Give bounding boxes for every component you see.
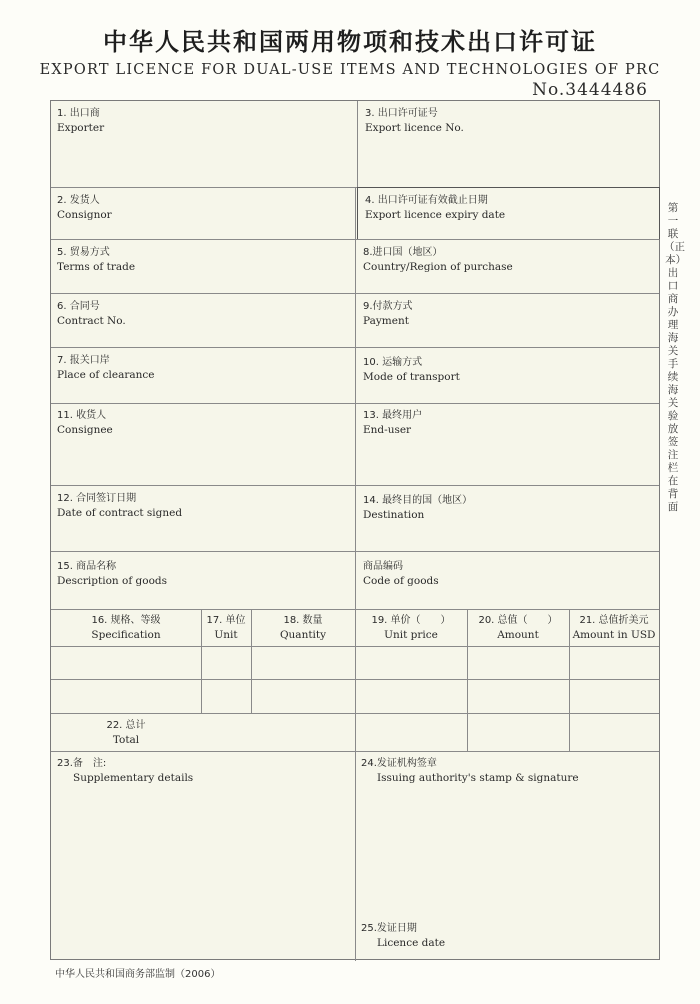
- col-header-amount-usd-cn: 21. 总值折美元: [579, 615, 649, 626]
- terms-of-trade-label-en: Terms of trade: [57, 261, 136, 273]
- issuing-authority-label-cn: 24.发证机构签章: [361, 758, 437, 769]
- code-of-goods-label-cn: 商品编码: [363, 561, 403, 572]
- mode-of-transport-label: [363, 355, 460, 385]
- col-header-unit: [201, 613, 251, 643]
- col-divider: [357, 187, 358, 239]
- place-of-clearance-label-en: Place of clearance: [57, 369, 155, 381]
- contract-no-label-en: Contract No.: [57, 315, 126, 327]
- col-header-amount: [467, 613, 569, 643]
- title-cn: 中华人民共和国两用物项和技术出口许可证: [103, 28, 597, 56]
- code-of-goods-label-en: Code of goods: [363, 575, 439, 587]
- mode-of-transport-label-en: Mode of transport: [363, 371, 460, 383]
- total-label-en: Total: [112, 734, 140, 746]
- col-header-quantity-en: Quantity: [279, 629, 327, 641]
- end-user-label-en: End-user: [363, 424, 412, 436]
- consignee-label-en: Consignee: [57, 424, 113, 436]
- col-header-specification-cn: 16. 规格、等级: [91, 615, 161, 626]
- col-header-quantity: [251, 613, 355, 643]
- destination-label: [363, 493, 472, 523]
- terms-of-trade-label: [57, 245, 135, 275]
- consignor-label-en: Consignor: [57, 209, 112, 221]
- licence-no-label-cn: 3. 出口许可证号: [365, 108, 438, 119]
- col-divider: [355, 551, 356, 609]
- contract-date-label: [57, 491, 182, 521]
- expiry-date-label-cn: 4. 出口许可证有效截止日期: [365, 195, 488, 206]
- total-label: [51, 718, 201, 748]
- issuing-authority-label: [361, 756, 579, 786]
- payment-label-en: Payment: [363, 315, 409, 327]
- col-header-quantity-cn: 18. 数量: [283, 615, 323, 626]
- footer-supervision: 中华人民共和国商务部监制（2006）: [55, 969, 221, 980]
- col-header-unit-price: [355, 613, 467, 643]
- col-divider: [659, 187, 660, 239]
- col-divider: [355, 609, 356, 961]
- contract-date-label-cn: 12. 合同签订日期: [57, 493, 137, 504]
- contract-no-label-cn: 6. 合同号: [57, 301, 100, 312]
- country-of-purchase-label-cn: 8.进口国（地区）: [363, 247, 443, 258]
- place-of-clearance-label: [57, 353, 155, 383]
- payment-label-cn: 9.付款方式: [363, 301, 413, 312]
- payment-label: [363, 299, 413, 329]
- col-header-amount-usd-en: Amount in USD: [572, 629, 656, 641]
- serial-number: 3444486: [565, 80, 648, 100]
- licence-date-label: [361, 921, 445, 951]
- end-user-label-cn: 13. 最终用户: [363, 410, 423, 421]
- col-header-specification: [51, 613, 201, 643]
- col-divider: [355, 187, 356, 551]
- col-header-amount-usd: [569, 613, 659, 643]
- consignee-label-cn: 11. 收货人: [57, 410, 107, 421]
- exporter-label: [57, 106, 104, 136]
- col-header-unit-en: Unit: [214, 629, 238, 641]
- consignee-label: [57, 408, 113, 438]
- description-of-goods-label: [57, 559, 167, 589]
- place-of-clearance-label-cn: 7. 报关口岸: [57, 355, 110, 366]
- col-divider: [357, 101, 358, 187]
- total-label-cn: 22. 总计: [106, 720, 146, 731]
- country-of-purchase-label: [363, 245, 513, 275]
- terms-of-trade-label-cn: 5. 贸易方式: [57, 247, 110, 258]
- licence-no-label: [365, 106, 464, 136]
- contract-date-label-en: Date of contract signed: [57, 507, 183, 519]
- country-of-purchase-label-en: Country/Region of purchase: [363, 261, 513, 273]
- row-divider: [51, 187, 357, 188]
- row-divider: [357, 187, 659, 188]
- consignor-label: [57, 193, 112, 223]
- licence-no-label-en: Export licence No.: [365, 122, 464, 134]
- issuing-authority-label-en: Issuing authority's stamp & signature: [377, 772, 579, 784]
- licence-date-label-en: Licence date: [377, 937, 446, 949]
- licence-date-label-cn: 25.发证日期: [361, 923, 417, 934]
- destination-label-cn: 14. 最终目的国（地区）: [363, 495, 473, 506]
- consignor-label-cn: 2. 发货人: [57, 195, 100, 206]
- col-header-specification-en: Specification: [91, 629, 161, 641]
- code-of-goods-label: [363, 559, 439, 589]
- licence-form: [50, 100, 660, 960]
- copy-side-note: 第一联（正本）出口商办理海关手续 海关验放签注栏在背面: [664, 202, 689, 513]
- col-header-amount-cn: 20. 总值（ ）: [478, 615, 558, 626]
- description-of-goods-label-cn: 15. 商品名称: [57, 561, 117, 572]
- end-user-label: [363, 408, 422, 438]
- col-header-unit-price-cn: 19. 单价（ ）: [371, 615, 451, 626]
- col-header-unit-price-en: Unit price: [384, 629, 438, 641]
- serial-number-block: [532, 80, 648, 100]
- exporter-label-cn: 1. 出口商: [57, 108, 100, 119]
- supplementary-label: [57, 756, 193, 786]
- mode-of-transport-label-cn: 10. 运输方式: [363, 357, 423, 368]
- expiry-date-label-en: Export licence expiry date: [365, 209, 506, 221]
- expiry-date-label: [365, 193, 505, 223]
- col-header-unit-cn: 17. 单位: [206, 615, 246, 626]
- title-en: EXPORT LICENCE FOR DUAL-USE ITEMS AND TECHNOLOGIES OF PRC: [39, 62, 661, 78]
- destination-label-en: Destination: [363, 509, 425, 521]
- col-header-amount-en: Amount: [497, 629, 539, 641]
- supplementary-label-cn: 23.备 注:: [57, 758, 107, 769]
- contract-no-label: [57, 299, 126, 329]
- description-of-goods-label-en: Description of goods: [57, 575, 168, 587]
- serial-prefix: No.: [532, 80, 566, 100]
- exporter-label-en: Exporter: [57, 122, 105, 134]
- supplementary-label-en: Supplementary details: [73, 772, 194, 784]
